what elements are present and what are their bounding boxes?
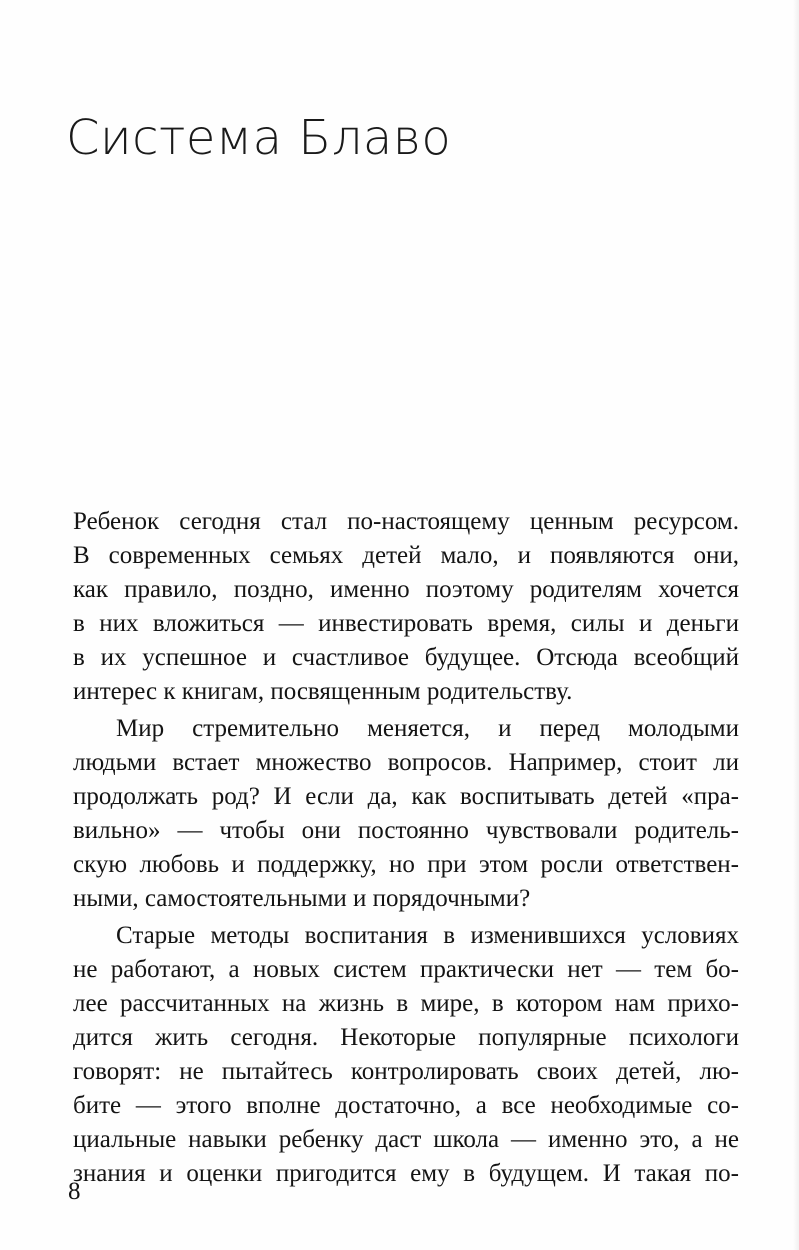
- paragraph-1: [73, 505, 739, 709]
- text-line: людьми встает множество вопросов. Например, стоит ли: [73, 749, 739, 776]
- text-line: бите — этого вполне достаточно, а все необходимые со-: [73, 1092, 739, 1119]
- text-line: интерес к книгам, посвященным родительству.: [73, 678, 573, 705]
- text-line: циальные навыки ребенку даст школа — именно это, а не: [73, 1126, 739, 1153]
- body-text: [73, 505, 739, 1194]
- text-line: дится жить сегодня. Некоторые популярные психологи: [73, 1024, 739, 1051]
- text-line: лее рассчитанных на жизнь в мире, в котором нам прихо-: [73, 990, 739, 1017]
- text-line: вильно» — чтобы они постоянно чувствовали родитель-: [73, 817, 739, 844]
- text-line: Ребенок сегодня стал по-настоящему ценным ресурсом.: [73, 508, 739, 535]
- text-line: ными, самостоятельными и порядочными?: [73, 885, 531, 912]
- text-line: как правило, поздно, именно поэтому родителям хочется: [73, 576, 739, 603]
- text-line: в их успешное и счастливое будущее. Отсюда всеобщий: [73, 644, 739, 671]
- text-line: не работают, а новых систем практически нет — тем бо-: [73, 956, 739, 983]
- text-line: знания и оценки пригодится ему в будущем. И такая по-: [73, 1160, 739, 1187]
- text-line: скую любовь и поддержку, но при этом росли ответствен-: [73, 851, 739, 878]
- text-line: говорят: не пытайтесь контролировать своих детей, лю-: [73, 1058, 739, 1085]
- text-line: продолжать род? И если да, как воспитывать детей «пра-: [73, 783, 739, 810]
- paragraph-3: [73, 919, 739, 1191]
- page-edge-shadow: [793, 0, 799, 1250]
- text-line: в них вложиться — инвестировать время, силы и деньги: [73, 610, 739, 637]
- text-line: Старые методы воспитания в изменившихся условиях: [116, 922, 739, 949]
- text-line: Мир стремительно меняется, и перед молодыми: [116, 715, 739, 742]
- page-number: 8: [68, 1178, 81, 1205]
- text-line: В современных семьях детей мало, и появляются они,: [73, 542, 739, 569]
- chapter-title: Система Блаво: [66, 110, 452, 166]
- paragraph-2: [73, 712, 739, 916]
